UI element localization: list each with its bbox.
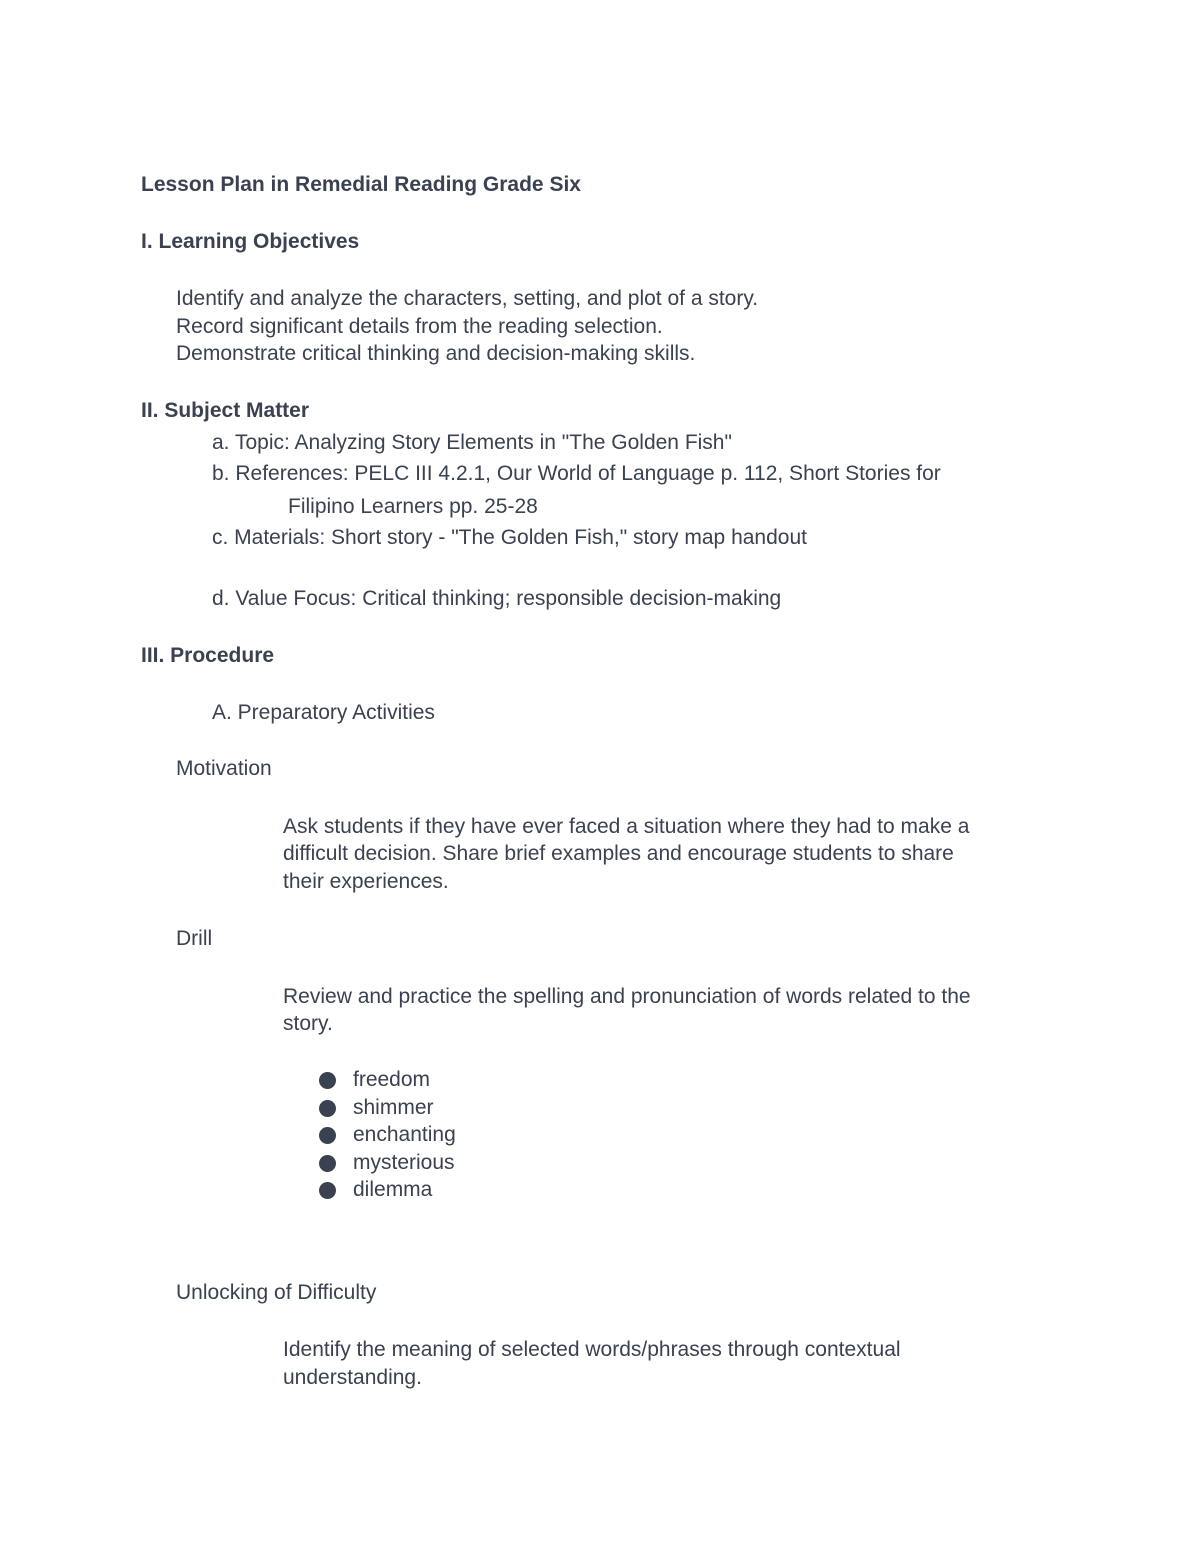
procedure-heading: III. Procedure bbox=[141, 644, 275, 667]
drill-word: shimmer bbox=[353, 1096, 434, 1119]
bullet-icon bbox=[319, 1072, 336, 1089]
bullet-icon bbox=[319, 1182, 336, 1199]
subject-matter-heading: II. Subject Matter bbox=[141, 399, 310, 422]
unlocking-text: Identify the meaning of selected words/phrases through contextual bbox=[283, 1338, 901, 1361]
drill-word: mysterious bbox=[353, 1151, 455, 1174]
motivation-text: their experiences. bbox=[283, 870, 449, 893]
objective-item: Demonstrate critical thinking and decision-making skills. bbox=[176, 342, 696, 365]
objectives-heading: I. Learning Objectives bbox=[141, 230, 360, 253]
bullet-icon bbox=[319, 1155, 336, 1172]
objective-item: Identify and analyze the characters, setting, and plot of a story. bbox=[176, 287, 759, 310]
bullet-icon bbox=[319, 1100, 336, 1117]
motivation-text: difficult decision. Share brief examples and encourage students to share bbox=[283, 842, 954, 865]
procedure-subheading: A. Preparatory Activities bbox=[212, 701, 435, 724]
drill-text: Review and practice the spelling and pronunciation of words related to the bbox=[283, 985, 971, 1008]
bullet-icon bbox=[319, 1127, 336, 1144]
drill-text: story. bbox=[283, 1012, 333, 1035]
unlocking-text: understanding. bbox=[283, 1366, 422, 1389]
document-title: Lesson Plan in Remedial Reading Grade Six bbox=[141, 173, 581, 196]
motivation-label: Motivation bbox=[176, 757, 272, 780]
objective-item: Record significant details from the reading selection. bbox=[176, 315, 663, 338]
drill-label: Drill bbox=[176, 927, 213, 950]
subject-materials: c. Materials: Short story - "The Golden Fish," story map handout bbox=[212, 526, 807, 549]
drill-word: freedom bbox=[353, 1068, 431, 1091]
subject-topic: a. Topic: Analyzing Story Elements in "The Golden Fish" bbox=[212, 431, 732, 454]
drill-word: dilemma bbox=[353, 1178, 433, 1201]
drill-word: enchanting bbox=[353, 1123, 456, 1146]
motivation-text: Ask students if they have ever faced a situation where they had to make a bbox=[283, 815, 970, 838]
subject-references-cont: Filipino Learners pp. 25-28 bbox=[288, 495, 538, 518]
subject-value-focus: d. Value Focus: Critical thinking; responsible decision-making bbox=[212, 587, 782, 610]
unlocking-label: Unlocking of Difficulty bbox=[176, 1281, 377, 1304]
subject-references: b. References: PELC III 4.2.1, Our World of Language p. 112, Short Stories for bbox=[212, 462, 941, 485]
